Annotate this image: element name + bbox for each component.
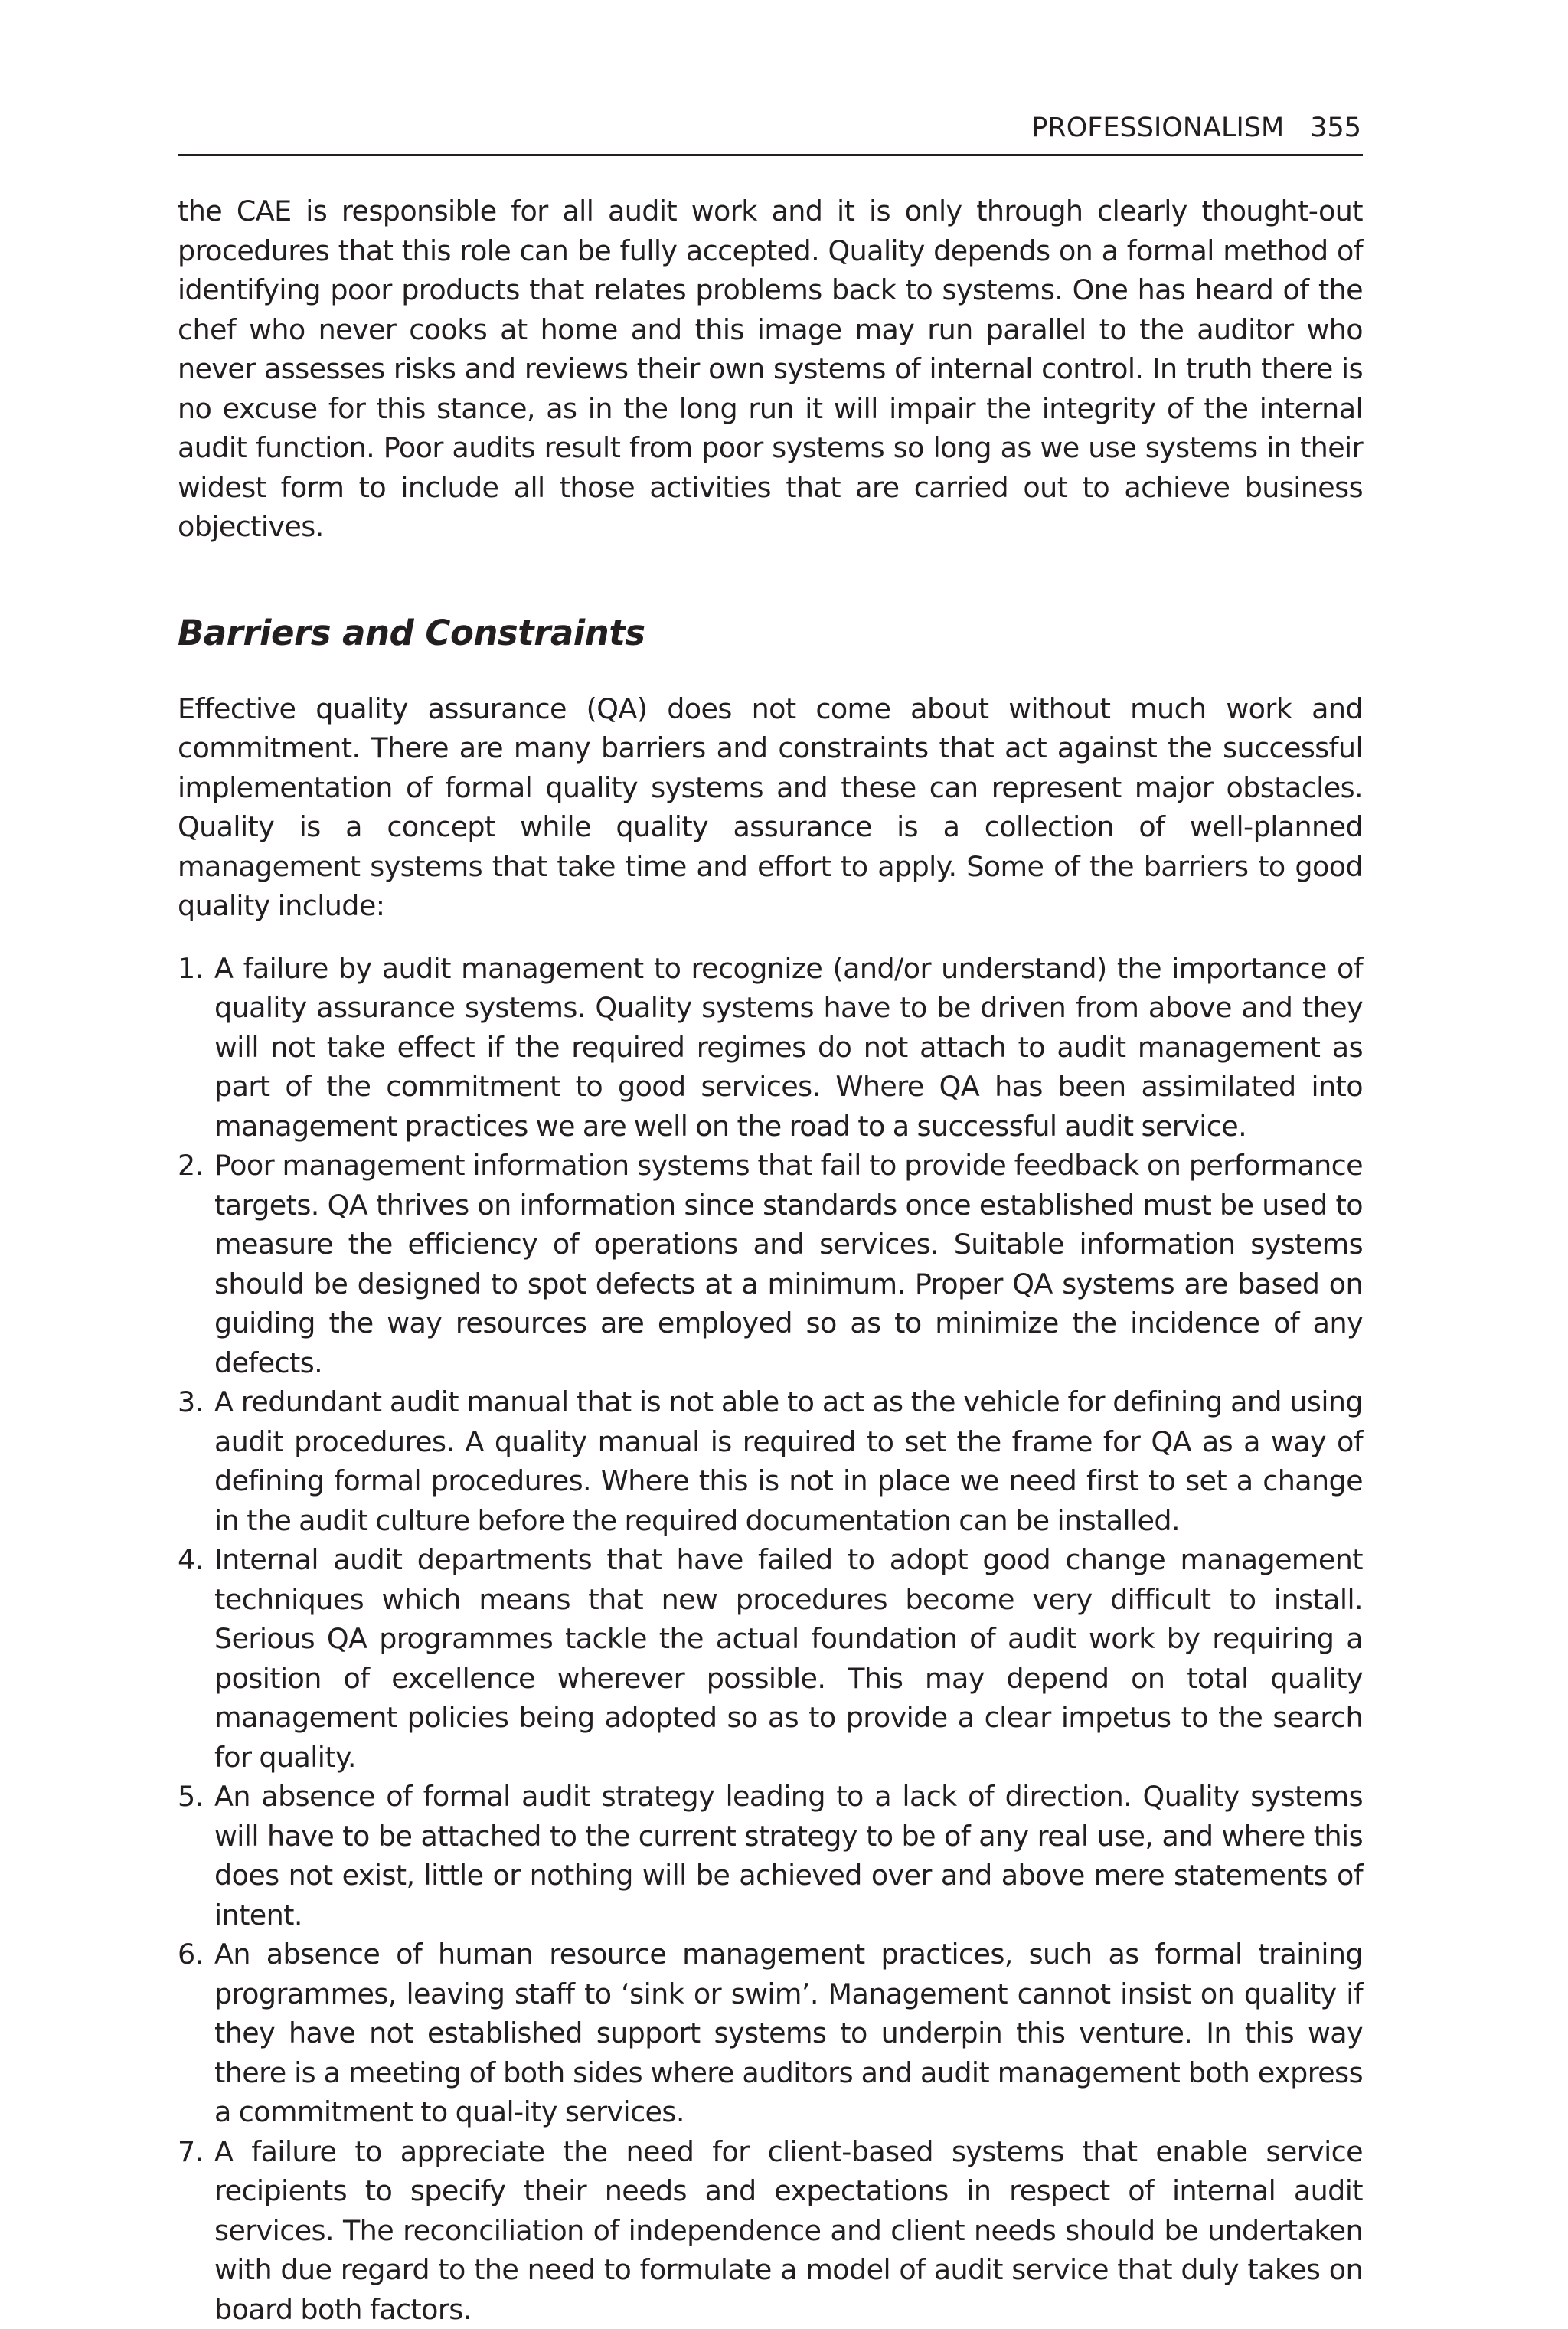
section-lead-paragraph: Effective quality assurance (QA) does not come about without much work and commitment. There are many barriers and constraints that act against the successful implementation of formal quality systems and these can represent major obstacles. Quality is a concept while quality assurance is a collection of well-planned management systems that take time and effort to apply. Some of the barriers to good quality include: [178, 689, 1363, 926]
header-rule [178, 154, 1363, 156]
section-heading: Barriers and Constraints [178, 613, 1363, 654]
list-item [178, 1382, 1363, 1540]
list-item [178, 1146, 1363, 1382]
book-page [178, 115, 1363, 2329]
list-item-text: Poor management information systems that fail to provide feedback on performance targets. QA thrives on information since standards once established must be used to measure the efficiency of operations and services. Suitable information systems should be designed to spot defects at a minimum. Proper QA systems are based on guiding the way resources are employed so as to minimize the incidence of any defects. [214, 1146, 1363, 1382]
intro-paragraph: the CAE is responsible for all audit work and it is only through clearly thought-out procedures that this role can be fully accepted. Quality depends on a formal method of identifying poor products that relates problems back to systems. One has heard of the chef who never cooks at home and this image may run parallel to the auditor who never assesses risks and reviews their own systems of internal control. In truth there is no excuse for this stance, as in the long run it will impair the integrity of the internal audit function. Poor audits result from poor systems so long as we use systems in their widest form to include all those activities that are carried out to achieve business objectives. [178, 191, 1363, 547]
list-item [178, 1935, 1363, 2132]
list-item-number: 3. [178, 1382, 208, 1422]
list-item-number: 2. [178, 1146, 208, 1186]
barriers-list [178, 949, 1363, 2329]
list-item-number: 7. [178, 2132, 208, 2172]
list-item [178, 2132, 1363, 2329]
running-head [178, 115, 1363, 142]
list-item-number: 5. [178, 1777, 208, 1817]
page-number: 355 [1310, 115, 1361, 142]
list-item-text: Internal audit departments that have failed to adopt good change management techniques which means that new procedures become very difficult to install. Serious QA programmes tackle the actual foundation of audit work by requiring a position of excellence wherever possible. This may depend on total quality management policies being adopted so as to provide a clear impetus to the search for quality. [214, 1540, 1363, 1777]
list-item-text: An absence of formal audit strategy leading to a lack of direction. Quality systems will have to be attached to the current strategy to be of any real use, and where this does not exist, little or nothing will be achieved over and above mere statements of intent. [214, 1777, 1363, 1935]
list-item-text: A redundant audit manual that is not able to act as the vehicle for defining and using audit procedures. A quality manual is required to set the frame for QA as a way of defining formal procedures. Where this is not in place we need first to set a change in the audit culture before the required documentation can be installed. [214, 1382, 1363, 1540]
list-item [178, 949, 1363, 1147]
list-item-number: 1. [178, 949, 208, 989]
list-item-text: A failure by audit management to recognize (and/or understand) the importance of quality assurance systems. Quality systems have to be driven from above and they will not take effect if the required regimes do not attach to audit management as part of the commitment to good services. Where QA has been assimilated into management practices we are well on the road to a successful audit service. [214, 949, 1363, 1147]
list-item [178, 1777, 1363, 1935]
list-item-text: An absence of human resource management practices, such as formal training programmes, leaving staff to ‘sink or swim’. Management cannot insist on quality if they have not established support systems to underpin this venture. In this way there is a meeting of both sides where auditors and audit management both express a commitment to qual-ity services. [214, 1935, 1363, 2132]
running-head-title: PROFESSIONALISM [1031, 115, 1284, 142]
list-item-text: A failure to appreciate the need for client-based systems that enable service recipients to specify their needs and expectations in respect of internal audit services. The reconciliation of independence and client needs should be undertaken with due regard to the need to formulate a model of audit service that duly takes on board both factors. [214, 2132, 1363, 2329]
list-item [178, 1540, 1363, 1777]
list-item-number: 4. [178, 1540, 208, 1580]
list-item-number: 6. [178, 1935, 208, 1974]
